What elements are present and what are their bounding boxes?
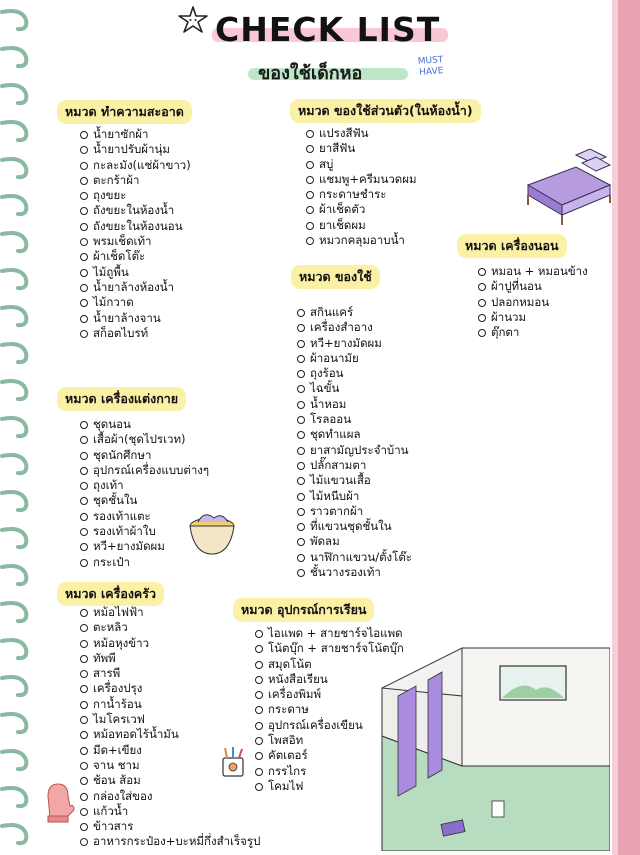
- checklist-item-bedding: ผ้าปูที่นอน: [478, 279, 588, 294]
- spiral-ring: [2, 640, 26, 658]
- checklist-item-personal: ผ้าเช็ดตัว: [306, 202, 417, 217]
- checklist-item-study: กรรไกร: [255, 764, 404, 779]
- checklist-item-bedding: ปลอกหมอน: [478, 295, 588, 310]
- checklist-item-kitchen: เครื่องปรุง: [80, 681, 260, 696]
- section-header-cleaning: หมวด ทำความสะอาด: [57, 100, 192, 124]
- section-header-study: หมวด อุปกรณ์การเรียน: [233, 598, 374, 622]
- checklist-item-general: ปลั๊กสามตา: [297, 458, 412, 473]
- checklist-item-kitchen: มีด+เขียง: [80, 743, 260, 758]
- laundry-basket-illustration: [184, 508, 240, 558]
- star-icon: [176, 5, 210, 35]
- checklist-item-kitchen: อาหารกระป๋อง+บะหมี่กึ่งสำเร็จรูป: [80, 834, 260, 849]
- checklist-item-kitchen: ทัพพี: [80, 651, 260, 666]
- spiral-ring: [2, 122, 26, 140]
- page-edge-inner: [612, 0, 618, 855]
- spiral-ring: [2, 603, 26, 621]
- checklist-item-study: เครื่องพิมพ์: [255, 687, 404, 702]
- checklist-item-cleaning: ถังขยะในห้องนอน: [80, 219, 191, 234]
- spiral-ring: [2, 529, 26, 547]
- spiral-ring: [2, 270, 26, 288]
- checklist-item-personal: สบู่: [306, 157, 417, 172]
- checklist-item-clothing: อุปกรณ์เครื่องแบบต่างๆ: [80, 463, 209, 478]
- checklist-item-study: โน้ตบุ๊ก + สายชาร์จโน้ตบุ๊ก: [255, 641, 404, 656]
- checklist-item-personal: แชมพู+ครีมนวดผม: [306, 172, 417, 187]
- checklist-item-cleaning: น้ำยาซักผ้า: [80, 127, 191, 142]
- checklist-item-general: หวี+ยางมัดผม: [297, 336, 412, 351]
- section-header-bedding: หมวด เครื่องนอน: [457, 234, 567, 258]
- checklist-item-general: เครื่องสำอาง: [297, 320, 412, 335]
- bed-illustration: [520, 145, 616, 227]
- list-cleaning: [80, 127, 191, 341]
- checklist-item-clothing: เสื้อผ้า(ชุดไปรเวท): [80, 432, 209, 447]
- checklist-item-personal: แปรงสีฟัน: [306, 126, 417, 141]
- spiral-ring: [2, 85, 26, 103]
- checklist-item-clothing: ถุงเท้า: [80, 478, 209, 493]
- spiral-ring: [2, 455, 26, 473]
- checklist-item-personal: ยาสีฟัน: [306, 141, 417, 156]
- spiral-ring: [2, 344, 26, 362]
- checklist-item-general: ราวตากผ้า: [297, 504, 412, 519]
- checklist-item-study: กระดาษ: [255, 702, 404, 717]
- checklist-item-kitchen: จาน ชาม: [80, 758, 260, 773]
- checklist-item-study: สมุดโน้ต: [255, 657, 404, 672]
- list-general: [297, 305, 412, 580]
- spiral-ring: [2, 196, 26, 214]
- checklist-item-cleaning: ไม้ถูพื้น: [80, 265, 191, 280]
- checklist-item-general: โรลออน: [297, 412, 412, 427]
- oven-mitt-illustration: [40, 778, 76, 824]
- checklist-item-general: ไม้แขวนเสื้อ: [297, 473, 412, 488]
- must-have-tag: MUST HAVE: [417, 55, 444, 78]
- checklist-item-general: น้ำหอม: [297, 397, 412, 412]
- checklist-item-study: อุปกรณ์เครื่องเขียน: [255, 718, 404, 733]
- spiral-ring: [2, 825, 26, 843]
- checklist-item-personal: หมวกคลุมอาบน้ำ: [306, 233, 417, 248]
- list-kitchen: [80, 605, 260, 850]
- checklist-item-general: ชุดทำแผล: [297, 427, 412, 442]
- checklist-item-kitchen: หม้อหุงข้าว: [80, 636, 260, 651]
- checklist-item-kitchen: แก้วน้ำ: [80, 804, 260, 819]
- section-header-general: หมวด ของใช้: [291, 265, 380, 289]
- checklist-item-cleaning: สก็อตไบรท์: [80, 326, 191, 341]
- spiral-ring: [2, 418, 26, 436]
- spiral-ring: [2, 381, 26, 399]
- spiral-ring: [2, 233, 26, 251]
- checklist-item-kitchen: ไมโครเวฟ: [80, 712, 260, 727]
- pencil-cup-illustration: [218, 746, 248, 778]
- checklist-item-general: ที่แขวนชุดชั้นใน: [297, 519, 412, 534]
- checklist-item-general: ไม้หนีบผ้า: [297, 489, 412, 504]
- checklist-item-bedding: หมอน + หมอนข้าง: [478, 264, 588, 279]
- checklist-item-study: ไอแพด + สายชาร์จไอแพด: [255, 626, 404, 641]
- checklist-item-cleaning: ตะกร้าผ้า: [80, 173, 191, 188]
- checklist-item-general: นาฬิกาแขวน/ตั้งโต๊ะ: [297, 550, 412, 565]
- checklist-item-cleaning: ไม้กวาด: [80, 295, 191, 310]
- checklist-item-cleaning: กะละมัง(แช่ผ้าขาว): [80, 158, 191, 173]
- page-title: CHECK LIST: [215, 10, 441, 49]
- page-subtitle: ของใช้เด็กหอ: [258, 63, 363, 84]
- checklist-item-kitchen: ช้อน ส้อม: [80, 773, 260, 788]
- checklist-item-general: ผ้าอนามัย: [297, 351, 412, 366]
- section-header-clothing: หมวด เครื่องแต่งกาย: [57, 387, 186, 411]
- checklist-item-clothing: รองเท้าแตะ: [80, 509, 209, 524]
- checklist-item-personal: ยาเช็ดผม: [306, 218, 417, 233]
- checklist-item-study: หนังสือเรียน: [255, 672, 404, 687]
- room-illustration: [372, 636, 610, 851]
- checklist-item-general: พัดลม: [297, 534, 412, 549]
- spiral-ring: [2, 11, 26, 29]
- checklist-item-kitchen: หม้อทอดไร้น้ำมัน: [80, 727, 260, 742]
- checklist-item-cleaning: น้ำยาล้างห้องน้ำ: [80, 280, 191, 295]
- checklist-item-clothing: รองเท้าผ้าใบ: [80, 524, 209, 539]
- checklist-item-bedding: ผ้านวม: [478, 310, 588, 325]
- checklist-item-study: โพสอิท: [255, 733, 404, 748]
- checklist-item-study: โคมไฟ: [255, 779, 404, 794]
- spiral-ring-icon: [0, 0, 40, 855]
- checklist-item-general: ยาสามัญประจำบ้าน: [297, 443, 412, 458]
- list-bedding: [478, 264, 588, 340]
- checklist-item-clothing: ชุดนักศึกษา: [80, 448, 209, 463]
- spiral-ring: [2, 566, 26, 584]
- checklist-item-general: ไฉขั้น: [297, 381, 412, 396]
- checklist-item-cleaning: ถุงขยะ: [80, 188, 191, 203]
- section-header-personal: หมวด ของใช้ส่วนตัว(ในห้องน้ำ): [290, 99, 481, 123]
- checklist-item-kitchen: สารพี: [80, 666, 260, 681]
- checklist-item-cleaning: ถังขยะในห้องน้ำ: [80, 203, 191, 218]
- section-header-kitchen: หมวด เครื่องครัว: [57, 582, 164, 606]
- list-personal: [306, 126, 417, 248]
- checklist-item-general: สกินแคร์: [297, 305, 412, 320]
- checklist-item-personal: กระดาษชำระ: [306, 187, 417, 202]
- checklist-item-kitchen: ตะหลิว: [80, 620, 260, 635]
- checklist-item-clothing: ชุดชั้นใน: [80, 493, 209, 508]
- spiral-ring: [2, 159, 26, 177]
- checklist-item-study: คัตเตอร์: [255, 748, 404, 763]
- spiral-ring: [2, 492, 26, 510]
- spiral-ring: [2, 677, 26, 695]
- checklist-item-clothing: ชุดนอน: [80, 417, 209, 432]
- spiral-ring: [2, 307, 26, 325]
- spiral-ring: [2, 48, 26, 66]
- checklist-item-general: ชั้นวางรองเท้า: [297, 565, 412, 580]
- checklist-item-general: ถุงร้อน: [297, 366, 412, 381]
- checklist-item-kitchen: กล่องใส่ของ: [80, 789, 260, 804]
- checklist-item-clothing: กระเป๋า: [80, 555, 209, 570]
- spiral-ring: [2, 714, 26, 732]
- checklist-item-bedding: ตุ๊กตา: [478, 325, 588, 340]
- checklist-item-cleaning: ผ้าเช็ดโต๊ะ: [80, 249, 191, 264]
- checklist-item-clothing: หวี+ยางมัดผม: [80, 539, 209, 554]
- spiral-ring: [2, 751, 26, 769]
- checklist-item-cleaning: น้ำยาปรับผ้านุ่ม: [80, 142, 191, 157]
- checklist-item-kitchen: หม้อไฟฟ้า: [80, 605, 260, 620]
- spiral-ring: [2, 788, 26, 806]
- checklist-item-kitchen: กาน้ำร้อน: [80, 697, 260, 712]
- checklist-item-cleaning: น้ำยาล้างจาน: [80, 311, 191, 326]
- checklist-item-cleaning: พรมเช็ดเท้า: [80, 234, 191, 249]
- checklist-item-kitchen: ข้าวสาร: [80, 819, 260, 834]
